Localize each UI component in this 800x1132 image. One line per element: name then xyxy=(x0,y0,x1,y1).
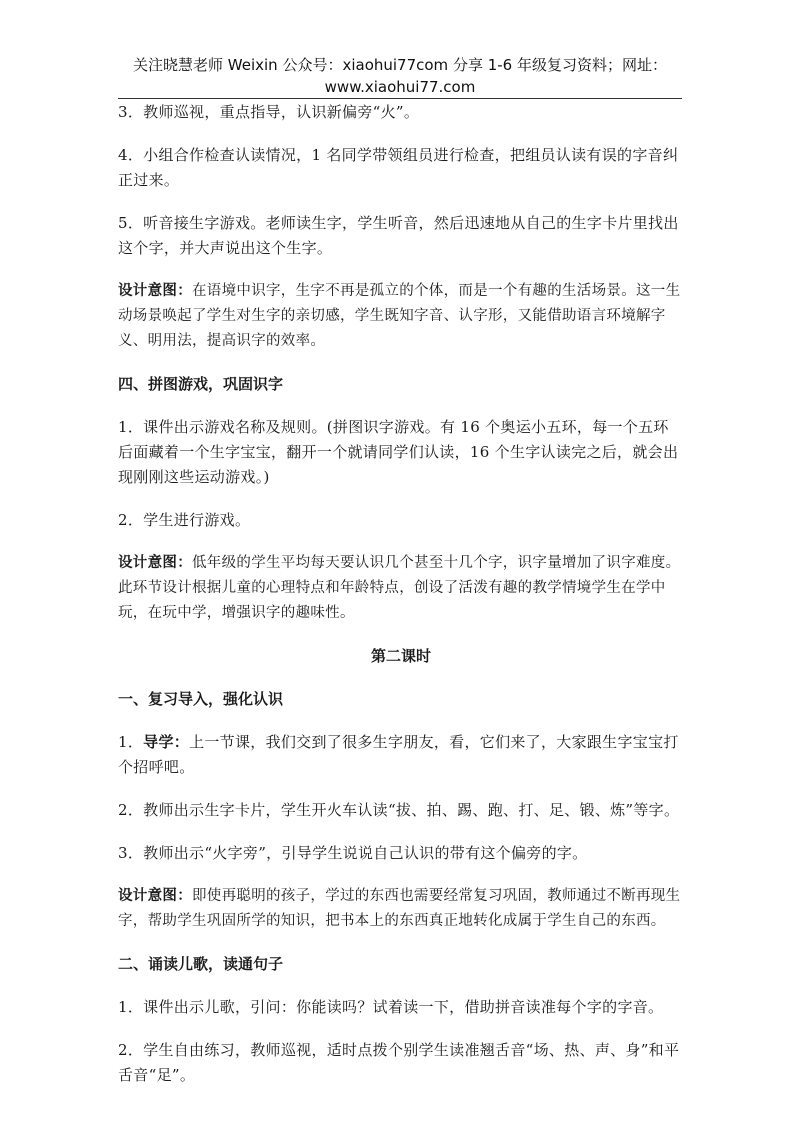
paragraph-text: 上一节课，我们交到了很多生字朋友，看，它们来了，大家跟生字宝宝打个招呼吧。 xyxy=(118,733,679,776)
paragraph: 2．学生自由练习，教师巡视，适时点拨个别学生读准翘舌音“场、热、声、身”和平舌音“足”。 xyxy=(118,1041,680,1084)
paragraph xyxy=(118,730,684,780)
header-line-1: 关注晓慧老师 Weixin 公众号：xiaohui77com 分享 1-6 年级复习资料；网址： xyxy=(133,56,667,74)
document-body xyxy=(118,100,684,1106)
paragraph: 2．学生进行游戏。 xyxy=(118,511,251,529)
paragraph: 1．课件出示游戏名称及规则。(拼图识字游戏。有 16 个奥运小五环，每一个五环后面藏着一个生字宝宝，翻开一个就请同学们认读，16 个生字认读完之后，就会出现刚刚这些运动游戏。) xyxy=(118,418,679,486)
design-intent-text: 在语境中识字，生字不再是孤立的个体，而是一个有趣的生活场景。这一生动场景唤起了学生对生字的亲切感，学生既知字音、认字形，又能借助语言环境解字义、明用法，提高识字的效率。 xyxy=(118,283,681,349)
paragraph: 1．课件出示儿歌，引问：你能读吗？试着读一下，借助拼音读准每个字的字音。 xyxy=(118,998,664,1016)
paragraph: 3．教师巡视，重点指导，认识新偏旁“火”。 xyxy=(118,103,420,121)
lesson-title: 第二课时 xyxy=(370,647,431,665)
item-number: 1． xyxy=(118,733,144,751)
design-intent-text: 低年级的学生平均每天要认识几个甚至十几个字，识字量增加了识字难度。此环节设计根据儿童的心理特点和年龄特点，创设了活泼有趣的教学情境学生在学中玩，在玩中学，增强识字的趣味性。 xyxy=(118,555,681,621)
paragraph: 2．教师出示生字卡片，学生开火车认读“拔、拍、踢、跑、打、足、锻、炼”等字。 xyxy=(118,801,680,819)
paragraph: 4．小组合作检查认读情况，1 名同学带领组员进行检查，把组员认读有误的字音纠正过来。 xyxy=(118,146,679,189)
header-line-2: www.xiaohui77.com xyxy=(324,78,476,96)
design-intent xyxy=(118,279,684,354)
paragraph: 5．听音接生字游戏。老师读生字，学生听音，然后迅速地从自己的生字卡片里找出这个字，并大声说出这个生字。 xyxy=(118,214,679,257)
section-heading: 二、诵读儿歌，读通句子 xyxy=(118,955,284,973)
guide-label: 导学： xyxy=(143,733,190,751)
design-intent-label: 设计意图： xyxy=(118,888,192,904)
design-intent-label: 设计意图： xyxy=(118,555,192,571)
design-intent xyxy=(118,551,684,626)
design-intent-text: 即使再聪明的孩子，学过的东西也需要经常复习巩固，教师通过不断再现生字，帮助学生巩固所学的知识，把书本上的东西真正地转化成属于学生自己的东西。 xyxy=(118,888,681,929)
design-intent-label: 设计意图： xyxy=(118,283,192,299)
section-heading: 一、复习导入，强化认识 xyxy=(118,690,284,708)
page-header xyxy=(118,54,682,98)
section-heading: 四、拼图游戏，巩固识字 xyxy=(118,375,284,393)
paragraph: 3．教师出示“火字旁”，引导学生说说自己认识的带有这个偏旁的字。 xyxy=(118,844,588,862)
design-intent xyxy=(118,884,684,934)
header-divider xyxy=(118,98,682,99)
